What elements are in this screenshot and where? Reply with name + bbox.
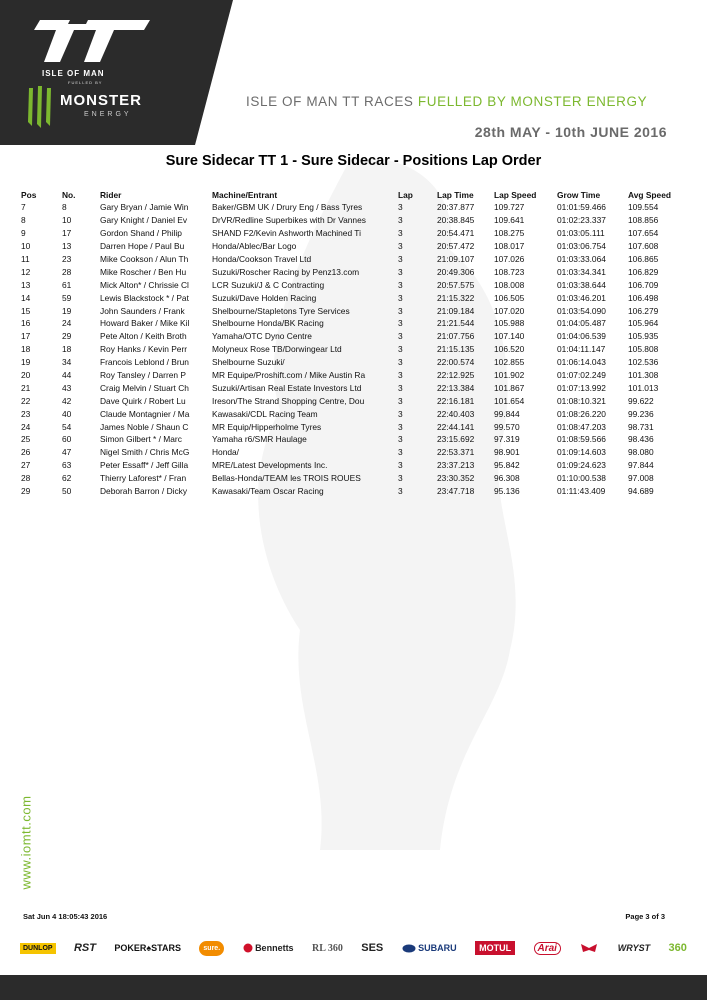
table-cell: 3 (398, 228, 403, 239)
table-cell: 19 (21, 357, 31, 368)
table-cell: 01:10:00.538 (557, 473, 606, 484)
honda-wing-icon (579, 942, 599, 954)
table-cell: Mick Alton* / Chrissie Cl (100, 279, 189, 290)
table-cell: 21:09.184 (437, 305, 475, 316)
table-cell: 61 (62, 279, 72, 290)
table-cell: 01:02:23.337 (557, 215, 606, 226)
table-cell: 28 (62, 266, 72, 277)
table-row (21, 407, 682, 420)
table-cell: 20:37.877 (437, 202, 475, 213)
table-cell: 23:30.352 (437, 473, 475, 484)
print-timestamp: Sat Jun 4 18:05:43 2016 (23, 912, 108, 921)
table-cell: 01:03:05.111 (557, 228, 605, 239)
table-cell: 109.641 (494, 215, 525, 226)
table-cell: 102.536 (628, 357, 659, 368)
table-cell: MRE/Latest Developments Inc. (212, 460, 328, 471)
table-cell: 3 (398, 357, 403, 368)
table-cell: 01:03:54.090 (557, 305, 606, 316)
table-cell: Roy Tansley / Darren P (100, 370, 186, 381)
table-cell: SHAND F2/Kevin Ashworth Machined Ti (212, 228, 361, 239)
table-row (21, 240, 682, 253)
table-cell: 101.308 (628, 370, 659, 381)
table-cell: 7 (21, 202, 26, 213)
table-cell: 98.436 (628, 434, 654, 445)
table-cell: 107.608 (628, 241, 659, 252)
table-cell: 20:57.575 (437, 279, 475, 290)
table-cell: 28 (21, 473, 31, 484)
table-cell: 22:44.141 (437, 421, 475, 432)
table-cell: 3 (398, 202, 403, 213)
table-cell: Lewis Blackstock * / Pat (100, 292, 189, 303)
table-cell: Darren Hope / Paul Bu (100, 241, 185, 252)
table-cell: 18 (21, 344, 31, 355)
table-cell: DrVR/Redline Superbikes with Dr Vannes (212, 215, 366, 226)
table-cell: 108.723 (494, 266, 525, 277)
table-row (21, 265, 682, 278)
races-title-accent: FUELLED BY MONSTER ENERGY (417, 94, 648, 109)
table-cell: 8 (62, 202, 67, 213)
table-cell: Suzuki/Dave Holden Racing (212, 292, 317, 303)
table-cell: 17 (21, 331, 31, 342)
table-cell: 3 (398, 331, 403, 342)
page-header (0, 0, 707, 152)
table-cell: 01:03:06.754 (557, 241, 606, 252)
table-cell: 108.275 (494, 228, 525, 239)
monster-wordmark: MONSTER (60, 92, 142, 109)
table-cell: 109.727 (494, 202, 525, 213)
table-cell: 27 (21, 460, 31, 471)
table-cell: 01:07:02.249 (557, 370, 606, 381)
table-row (21, 369, 682, 382)
table-row (21, 446, 682, 459)
bennetts-logo (243, 943, 294, 953)
table-cell: 106.520 (494, 344, 525, 355)
table-cell: 01:09:14.603 (557, 447, 606, 458)
table-cell: 108.017 (494, 241, 525, 252)
table-row (21, 485, 682, 498)
table-cell: 101.902 (494, 370, 525, 381)
table-row (21, 381, 682, 394)
wryst-logo: WRYST (617, 943, 651, 953)
360-logo: 360 (668, 942, 687, 954)
table-cell: 97.008 (628, 473, 654, 484)
table-cell: 43 (62, 382, 72, 393)
header-row (21, 188, 682, 201)
sponsor-strip (20, 933, 687, 963)
table-cell: 20:57.472 (437, 241, 475, 252)
table-cell: 20:38.845 (437, 215, 475, 226)
table-cell: Thierry Laforest* / Fran (100, 473, 187, 484)
table-cell: Nigel Smith / Chris McG (100, 447, 190, 458)
table-cell: 59 (62, 292, 72, 303)
table-cell: 106.505 (494, 292, 525, 303)
table-cell: 94.689 (628, 486, 654, 497)
table-cell: Molyneux Rose TB/Dorwingear Ltd (212, 344, 342, 355)
table-cell: 22:00.574 (437, 357, 475, 368)
races-title (246, 94, 647, 109)
table-cell: 98.901 (494, 447, 520, 458)
table-cell: 108.008 (494, 279, 525, 290)
table-cell: MR Equipe/Proshift.com / Mike Austin Ra (212, 370, 366, 381)
table-cell: 19 (62, 305, 72, 316)
column-header: Pos (21, 189, 37, 200)
table-cell: 3 (398, 408, 403, 419)
table-cell: 10 (62, 215, 72, 226)
table-cell: Shelbourne Honda/BK Racing (212, 318, 324, 329)
table-cell: 98.080 (628, 447, 654, 458)
table-cell: 01:03:46.201 (557, 292, 606, 303)
table-cell: Bellas-Honda/TEAM les TROIS ROUES (212, 473, 361, 484)
table-cell: 3 (398, 473, 403, 484)
table-cell: 01:04:05.487 (557, 318, 606, 329)
table-cell: 44 (62, 370, 72, 381)
table-cell: 3 (398, 292, 403, 303)
table-row (21, 343, 682, 356)
table-cell: 21:07.756 (437, 331, 475, 342)
table-cell: 01:03:38.644 (557, 279, 606, 290)
table-cell: Deborah Barron / Dicky (100, 486, 188, 497)
tt-logo-panel (0, 0, 195, 145)
table-cell: 98.731 (628, 421, 654, 432)
table-cell: 109.554 (628, 202, 659, 213)
table-cell: Honda/ (212, 447, 240, 458)
table-cell: 97.844 (628, 460, 654, 471)
table-row (21, 317, 682, 330)
table-cell: Gordon Shand / Philip (100, 228, 182, 239)
table-cell: 01:01:59.466 (557, 202, 606, 213)
table-cell: 22:40.403 (437, 408, 475, 419)
table-cell: 3 (398, 434, 403, 445)
table-row (21, 278, 682, 291)
table-cell: 29 (21, 486, 31, 497)
table-cell: 3 (398, 486, 403, 497)
table-cell: 107.140 (494, 331, 525, 342)
table-row (21, 356, 682, 369)
table-row (21, 253, 682, 266)
table-row (21, 227, 682, 240)
subaru-logo-text: SUBARU (418, 943, 457, 953)
table-cell: 3 (398, 305, 403, 316)
results-table-header (21, 188, 682, 201)
table-cell: 21:09.107 (437, 254, 475, 264)
isle-of-man-label: ISLE OF MAN (42, 69, 105, 78)
document-title: Sure Sidecar TT 1 - Sure Sidecar - Positions Lap Order (165, 153, 542, 169)
table-cell: LCR Suzuki/J & C Contracting (212, 279, 325, 290)
bottom-bar (0, 975, 707, 1000)
table-row (21, 459, 682, 472)
table-cell: 99.570 (494, 421, 520, 432)
table-cell: James Noble / Shaun C (100, 421, 189, 432)
races-title-main: ISLE OF MAN TT RACES (246, 94, 418, 109)
table-cell: 01:07:13.992 (557, 382, 606, 393)
table-row (21, 330, 682, 343)
table-row (21, 214, 682, 227)
table-cell: 23:37.213 (437, 460, 475, 471)
table-row (21, 433, 682, 446)
table-cell: Peter Essaff* / Jeff Gilla (100, 460, 189, 471)
table-row (21, 201, 682, 214)
table-cell: Gary Bryan / Jamie Win (100, 202, 189, 213)
sure-logo: sure. (199, 941, 224, 956)
table-cell: 3 (398, 460, 403, 471)
table-cell: John Saunders / Frank (100, 305, 185, 316)
table-cell: 107.654 (628, 228, 659, 239)
table-cell: 108.856 (628, 215, 659, 226)
table-cell: Honda/Ablec/Bar Logo (212, 241, 297, 252)
website-url-text[interactable]: www.iomtt.com (18, 795, 34, 890)
website-url-vertical[interactable] (18, 785, 40, 903)
table-cell: 47 (62, 447, 72, 458)
table-cell: Honda/Cookson Travel Ltd (212, 254, 312, 264)
table-cell: 102.855 (494, 357, 525, 368)
table-cell: 99.622 (628, 395, 654, 406)
table-cell: Yamaha/OTC Dyno Centre (212, 331, 312, 342)
table-cell: Ireson/The Strand Shopping Centre, Dou (212, 395, 365, 406)
table-cell: Suzuki/Roscher Racing by Penz13.com (212, 266, 360, 277)
table-cell: 13 (21, 279, 31, 290)
bennetts-logo-text: Bennetts (255, 943, 294, 953)
table-cell: 3 (398, 241, 403, 252)
column-header: Avg Speed (628, 189, 671, 200)
table-cell: 106.279 (628, 305, 659, 316)
table-cell: 21:15.135 (437, 344, 475, 355)
table-cell: 25 (21, 434, 31, 445)
table-cell: 13 (62, 241, 72, 252)
table-cell: 105.808 (628, 344, 659, 355)
rst-logo: RST (73, 942, 96, 954)
table-cell: 20:49.306 (437, 266, 475, 277)
table-cell: 107.026 (494, 254, 525, 264)
ses-logo: SES (361, 942, 384, 954)
motul-logo: MOTUL (475, 941, 515, 955)
table-cell: 22:53.371 (437, 447, 475, 458)
rl360-logo: RL 360 (311, 942, 343, 954)
table-cell: 106.829 (628, 266, 659, 277)
table-cell: 29 (62, 331, 72, 342)
event-date: 28th MAY - 10th JUNE 2016 (474, 124, 667, 140)
table-row (21, 304, 682, 317)
column-header: Lap Speed (494, 189, 537, 200)
table-cell: 20 (21, 370, 31, 381)
table-cell: 3 (398, 447, 403, 458)
table-cell: 3 (398, 395, 403, 406)
table-cell: 3 (398, 382, 403, 393)
table-cell: 24 (21, 421, 31, 432)
table-cell: 50 (62, 486, 72, 497)
table-cell: 106.498 (628, 292, 659, 303)
table-cell: 26 (21, 447, 31, 458)
table-cell: 22:13.384 (437, 382, 475, 393)
column-header: Lap (398, 189, 413, 200)
table-cell: 01:11:43.409 (557, 486, 606, 497)
table-cell: 107.020 (494, 305, 525, 316)
table-cell: Dave Quirk / Robert Lu (100, 395, 186, 406)
tt-logo-icon (30, 16, 160, 66)
table-cell: 3 (398, 215, 403, 226)
table-cell: Francois Leblond / Brun (100, 357, 189, 368)
table-cell: 62 (62, 473, 72, 484)
table-cell: 01:09:24.623 (557, 460, 606, 471)
table-cell: 3 (398, 254, 403, 264)
table-cell: Pete Alton / Keith Broth (100, 331, 187, 342)
table-cell: 17 (62, 228, 72, 239)
results-table (21, 188, 682, 497)
table-cell: Shelbourne Suzuki/ (212, 357, 285, 368)
table-cell: Howard Baker / Mike Kil (100, 318, 190, 329)
table-cell: 22:12.925 (437, 370, 475, 381)
table-cell: Claude Montagnier / Ma (100, 408, 190, 419)
table-cell: 23 (21, 408, 31, 419)
table-cell: Mike Roscher / Ben Hu (100, 266, 187, 277)
table-cell: 23:47.718 (437, 486, 475, 497)
table-cell: 54 (62, 421, 72, 432)
arai-logo: Arai (534, 942, 561, 955)
table-cell: Craig Melvin / Stuart Ch (100, 382, 189, 393)
table-cell: 63 (62, 460, 72, 471)
honda-logo (579, 942, 599, 954)
table-cell: Gary Knight / Daniel Ev (100, 215, 188, 226)
table-cell: 105.988 (494, 318, 525, 329)
table-cell: Baker/GBM UK / Drury Eng / Bass Tyres (212, 202, 363, 213)
table-cell: 101.013 (628, 382, 659, 393)
table-row (21, 420, 682, 433)
table-cell: 24 (62, 318, 72, 329)
pokerstars-logo: POKER♠STARS (114, 943, 181, 953)
subaru-icon (402, 944, 416, 953)
table-cell: 3 (398, 421, 403, 432)
table-cell: 106.709 (628, 279, 659, 290)
table-cell: 99.236 (628, 408, 654, 419)
table-cell: 34 (62, 357, 72, 368)
table-cell: Suzuki/Artisan Real Estate Investors Ltd (212, 382, 362, 393)
table-cell: Kawasaki/CDL Racing Team (212, 408, 318, 419)
table-cell: 42 (62, 395, 72, 406)
column-header: Machine/Entrant (212, 189, 278, 200)
table-row (21, 394, 682, 407)
table-cell: 97.319 (494, 434, 520, 445)
table-cell: 01:04:06.539 (557, 331, 606, 342)
table-cell: 01:03:33.064 (557, 254, 606, 264)
table-cell: 23 (62, 254, 72, 264)
table-cell: Roy Hanks / Kevin Perr (100, 344, 188, 355)
table-cell: 01:08:59.566 (557, 434, 606, 445)
table-cell: 40 (62, 408, 72, 419)
bennetts-icon (243, 943, 253, 953)
table-cell: 01:03:34.341 (557, 266, 606, 277)
table-cell: 01:04:11.147 (557, 344, 606, 355)
table-cell: 14 (21, 292, 31, 303)
table-cell: 95.842 (494, 460, 520, 471)
table-cell: 96.308 (494, 473, 520, 484)
monster-claw-icon (25, 84, 57, 130)
table-cell: Mike Cookson / Alun Th (100, 254, 189, 264)
table-cell: 20:54.471 (437, 228, 475, 239)
table-cell: 21 (21, 382, 31, 393)
table-cell: 105.964 (628, 318, 659, 329)
table-cell: 101.654 (494, 395, 525, 406)
table-cell: Simon Gilbert * / Marc (100, 434, 182, 445)
results-table-body (21, 201, 682, 497)
column-header: Rider (100, 189, 122, 200)
table-row (21, 472, 682, 485)
table-cell: 106.865 (628, 254, 659, 264)
page-number: Page 3 of 3 (625, 912, 665, 921)
table-cell: Shelbourne/Stapletons Tyre Services (212, 305, 350, 316)
table-cell: 99.844 (494, 408, 520, 419)
subaru-logo (402, 943, 457, 953)
table-cell: 11 (21, 254, 30, 264)
table-cell: 105.935 (628, 331, 659, 342)
table-cell: 10 (21, 241, 31, 252)
table-cell: 3 (398, 370, 403, 381)
table-cell: 9 (21, 228, 26, 239)
table-cell: 3 (398, 279, 403, 290)
column-header: Lap Time (437, 189, 474, 200)
table-cell: 16 (21, 318, 31, 329)
table-cell: 8 (21, 215, 26, 226)
table-cell: 22:16.181 (437, 395, 475, 406)
column-header: Grow Time (557, 189, 601, 200)
table-cell: 60 (62, 434, 72, 445)
table-cell: 3 (398, 318, 403, 329)
table-cell: 3 (398, 266, 403, 277)
fuelled-by-label: FUELLED BY (68, 80, 103, 85)
column-header: No. (62, 189, 76, 200)
table-cell: 12 (21, 266, 31, 277)
table-cell: 01:08:10.321 (557, 395, 606, 406)
table-cell: 3 (398, 344, 403, 355)
table-cell: Kawasaki/Team Oscar Racing (212, 486, 324, 497)
table-cell: Yamaha r6/SMR Haulage (212, 434, 307, 445)
table-cell: 15 (21, 305, 31, 316)
table-cell: 21:15.322 (437, 292, 475, 303)
table-cell: 01:08:26.220 (557, 408, 606, 419)
table-cell: 01:06:14.043 (557, 357, 606, 368)
table-cell: MR Equip/Hipperholme Tyres (212, 421, 322, 432)
table-cell: 01:08:47.203 (557, 421, 606, 432)
table-cell: 101.867 (494, 382, 525, 393)
table-cell: 22 (21, 395, 31, 406)
dunlop-logo: DUNLOP (20, 943, 56, 954)
table-cell: 23:15.692 (437, 434, 475, 445)
energy-wordmark: ENERGY (84, 111, 132, 118)
table-cell: 21:21.544 (437, 318, 475, 329)
table-cell: 18 (62, 344, 72, 355)
table-cell: 95.136 (494, 486, 520, 497)
table-row (21, 291, 682, 304)
